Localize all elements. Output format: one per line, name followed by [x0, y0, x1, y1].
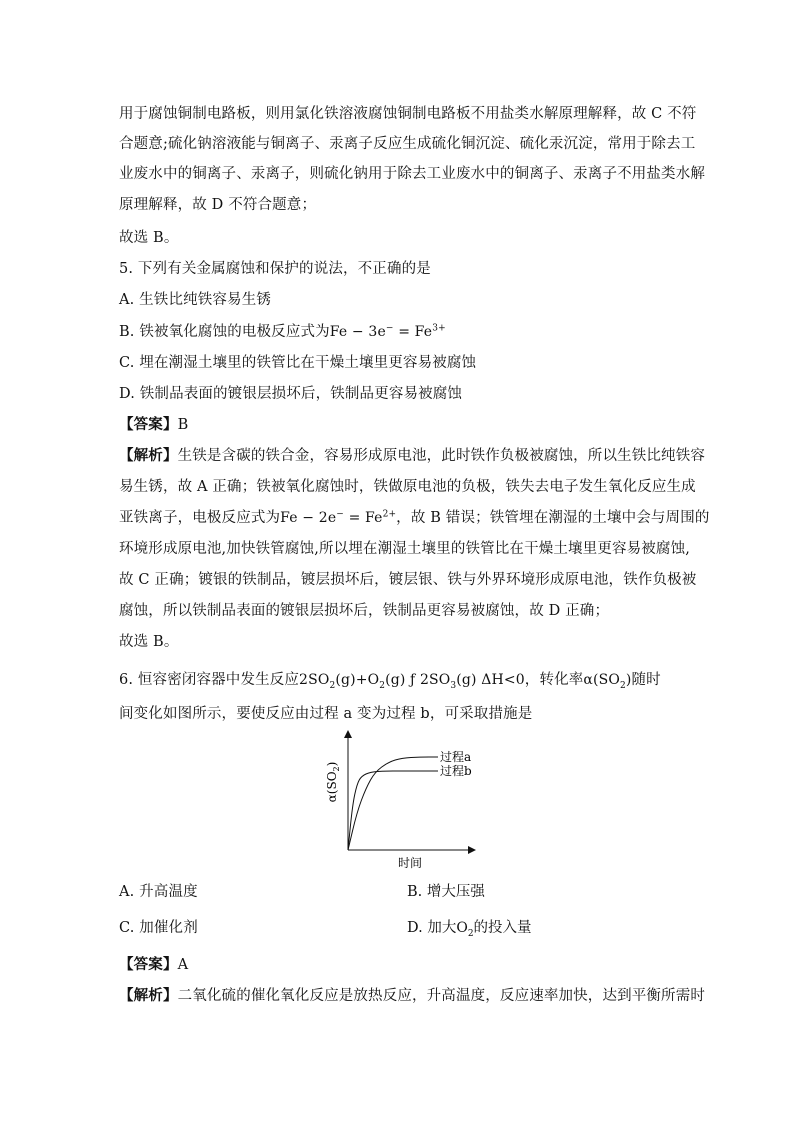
question-6-stem	[119, 670, 679, 690]
eq-part: )	[625, 672, 632, 688]
text-line: 故选 B。	[119, 230, 179, 246]
charge: −	[336, 509, 344, 520]
q5-option-a: A. 生铁比纯铁容易生锈	[119, 292, 271, 308]
charge: 3+	[432, 323, 446, 334]
charge: −	[385, 323, 394, 334]
eq-part: Fe − 3e	[329, 324, 386, 340]
chem-formula	[456, 920, 474, 939]
q5-answer	[119, 415, 679, 435]
text-part: ，故 B 错误；铁管埋在潮湿的土壤中会与周围的	[396, 510, 710, 526]
q5-analysis	[119, 446, 706, 466]
q5-option-b-prefix: B. 铁被氧化腐蚀的电极反应式为	[119, 324, 330, 340]
eq-part: (g) ƒ 2SO	[385, 672, 451, 688]
text-line: 原理解释，故 D 不符合题意；	[119, 197, 317, 213]
y-axis-label: $\alpha(SO_2)$	[325, 761, 341, 803]
text-line: 合题意;硫化钠溶液能与铜离子、汞离子反应生成硫化铜沉淀、硫化汞沉淀，常用于除去工	[119, 136, 696, 152]
eq-part: α(SO	[583, 672, 620, 688]
text-part: 6. 恒容密闭容器中发生反应	[119, 672, 300, 688]
answer-value: B	[177, 417, 189, 433]
text-line: 故 C 正确；镀银的铁制品，镀层损坏后，镀层银、铁与外界环境形成原电池，铁作负极被	[119, 572, 697, 588]
chart-plot-area	[348, 749, 472, 850]
text-line: 环境形成原电池,加快铁管腐蚀,所以埋在潮湿土壤里的铁管比在干燥土壤里更容易被腐蚀,	[119, 541, 690, 557]
series-label-a: 过程a	[440, 750, 472, 764]
eq-part: (g) ΔH<0	[456, 672, 525, 688]
q5-option-b	[119, 322, 679, 342]
eq-part: 2SO	[299, 672, 330, 688]
subscript: 3	[450, 680, 457, 691]
q6-option-d	[407, 918, 532, 938]
subscript: 2	[329, 680, 336, 691]
q5-option-c: C. 埋在潮湿土壤里的铁管比在干燥土壤里更容易被腐蚀	[119, 355, 477, 371]
series-label-b: 过程b	[440, 764, 472, 778]
analysis-label: 【解析】	[119, 987, 178, 1004]
analysis-text: 生铁是含碳的铁合金，容易形成原电池，此时铁作负极被腐蚀，所以生铁比纯铁容	[177, 448, 706, 464]
text-part: 随时	[631, 672, 661, 688]
eq-part: O	[456, 920, 468, 936]
subscript: 2	[467, 928, 474, 939]
equation	[330, 324, 446, 340]
text-part: ，转化率	[524, 672, 584, 688]
text-line: 间变化如图所示，要使反应由过程 a 变为过程 b，可采取措施是	[119, 706, 533, 722]
text-line: 业废水中的铜离子、汞离子，则硫化钠用于除去工业废水中的铜离子、汞离子不用盐类水解	[119, 166, 705, 182]
text-line	[119, 508, 710, 528]
text-line: 腐蚀，所以铁制品表面的镀银层损坏后，铁制品更容易被腐蚀，故 D 正确；	[119, 603, 610, 619]
q6-option-b: B. 增大压强	[407, 884, 485, 900]
alpha-expr	[583, 672, 632, 691]
subscript: 2	[620, 680, 626, 691]
text-part: 亚铁离子，电极反应式为	[119, 510, 281, 526]
equation	[280, 510, 396, 526]
x-axis-label: 时间	[397, 856, 423, 870]
analysis-text: 二氧化硫的催化氧化反应是放热反应，升高温度，反应速率加快，达到平衡所需时	[177, 988, 706, 1004]
series-line-b	[348, 771, 438, 850]
q5-option-d: D. 铁制品表面的镀银层损坏后，铁制品更容易被腐蚀	[119, 386, 463, 402]
q6-option-c: C. 加催化剂	[119, 920, 198, 936]
subscript: 2	[379, 680, 386, 691]
conversion-chart	[318, 730, 478, 870]
eq-part: = Fe	[393, 324, 433, 340]
answer-label: 【答案】	[119, 956, 178, 973]
text-part: 的投入量	[473, 920, 532, 936]
text-part: D. 加大	[407, 920, 457, 936]
text-line: 易生锈，故 A 正确；铁被氧化腐蚀时，铁做原电池的负极，铁失去电子发生氧化反应生成	[119, 479, 696, 495]
q6-option-a: A. 升高温度	[119, 884, 198, 900]
eq-part: Fe − 2e	[280, 510, 337, 526]
q6-analysis	[119, 986, 706, 1006]
eq-part: = Fe	[343, 510, 383, 526]
charge: 2+	[382, 509, 397, 520]
text-line: 故选 B。	[119, 634, 179, 650]
eq-part: (g)+O	[335, 672, 380, 688]
equation	[299, 672, 525, 691]
text-line: 用于腐蚀铜制电路板，则用氯化铁溶液腐蚀铜制电路板不用盐类水解原理解释，故 C 不符	[119, 106, 697, 122]
question-5-stem: 5. 下列有关金属腐蚀和保护的说法，不正确的是	[119, 261, 431, 277]
answer-value: A	[177, 957, 189, 973]
q6-answer	[119, 955, 679, 975]
analysis-label: 【解析】	[119, 447, 178, 464]
answer-label: 【答案】	[119, 416, 178, 433]
